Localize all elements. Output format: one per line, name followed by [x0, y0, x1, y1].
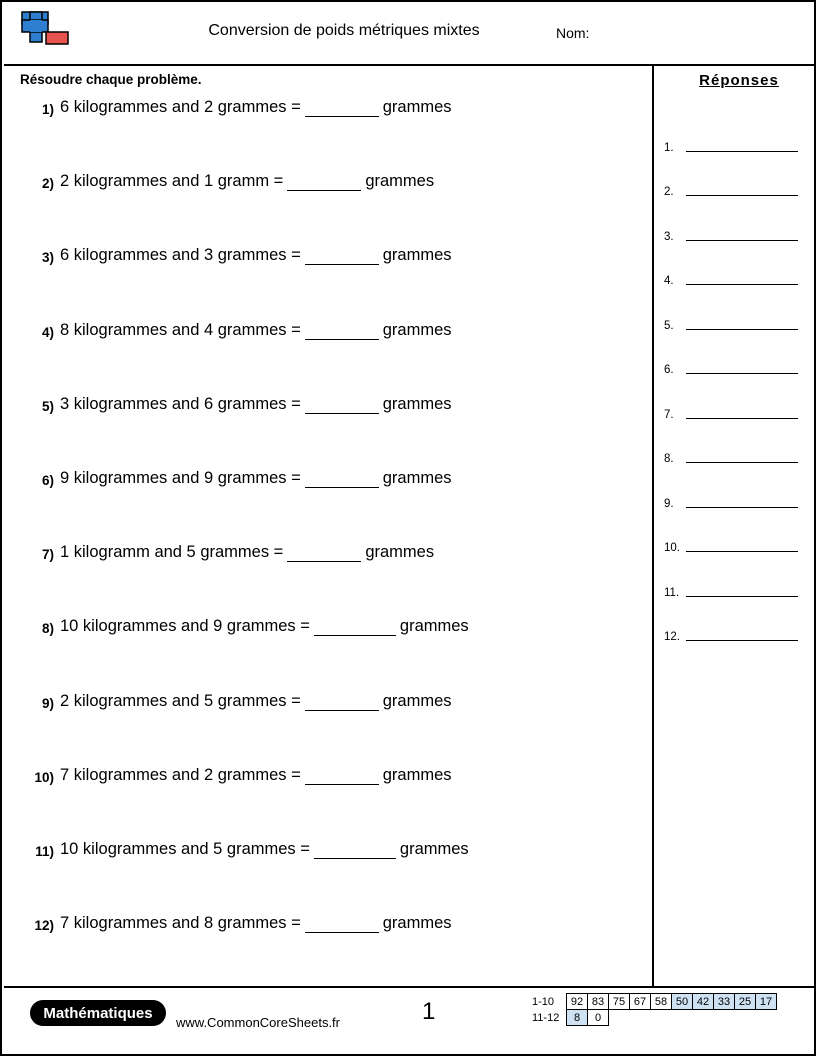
answer-write-line[interactable] — [686, 372, 798, 374]
answer-number: 8. — [664, 453, 674, 465]
score-row-1 — [532, 994, 777, 1010]
problem-text-before: 9 kilogrammes and 9 grammes = — [60, 468, 301, 487]
problem-item — [20, 98, 640, 172]
score-table — [532, 993, 777, 1026]
problem-text — [60, 395, 452, 414]
answer-blank[interactable] — [287, 546, 361, 562]
problem-text — [60, 692, 452, 711]
answers-title: Réponses — [699, 72, 779, 89]
problem-text-after: grammes — [399, 617, 469, 636]
answer-write-line[interactable] — [686, 239, 798, 241]
answers-list — [664, 111, 814, 645]
problem-text — [60, 766, 452, 785]
problem-text-before: 3 kilogrammes and 6 grammes = — [60, 394, 301, 413]
answer-write-line[interactable] — [686, 150, 798, 152]
footer-divider — [4, 986, 814, 988]
answer-number: 6. — [664, 364, 674, 376]
score-row-2-label: 11-12 — [532, 1011, 560, 1024]
problem-text-after: grammes — [365, 543, 435, 562]
problem-number: 5) — [41, 398, 54, 414]
problem-text — [60, 543, 434, 562]
answer-blank[interactable] — [314, 620, 396, 636]
worksheet-header — [4, 4, 814, 66]
answer-row — [664, 467, 814, 512]
problem-text — [60, 617, 469, 636]
answer-row — [664, 378, 814, 423]
problem-text-after: grammes — [365, 172, 435, 191]
answer-blank[interactable] — [305, 472, 379, 488]
problem-text — [60, 321, 452, 340]
problem-text — [60, 840, 469, 859]
problem-text — [60, 246, 452, 265]
problem-text-before: 1 kilogramm and 5 grammes = — [60, 543, 284, 562]
score-cell: 33 — [714, 994, 735, 1010]
answers-column — [664, 68, 814, 645]
answer-row — [664, 156, 814, 201]
problem-item — [20, 469, 640, 543]
answer-row — [664, 512, 814, 557]
problem-number: 3) — [41, 250, 54, 266]
score-cell: 17 — [756, 994, 777, 1010]
problem-number: 12) — [34, 918, 54, 934]
score-cell: 0 — [588, 1010, 609, 1026]
problem-number: 9) — [41, 695, 54, 711]
answer-number: 4. — [664, 275, 674, 287]
answer-blank[interactable] — [305, 249, 379, 265]
problem-item — [20, 172, 640, 246]
problem-text — [60, 469, 452, 488]
problem-text-after: grammes — [399, 839, 469, 858]
answer-write-line[interactable] — [686, 417, 798, 419]
problem-number: 6) — [41, 472, 54, 488]
answer-blank[interactable] — [305, 695, 379, 711]
problem-item — [20, 543, 640, 617]
problem-text-before: 10 kilogrammes and 9 grammes = — [60, 617, 310, 636]
problem-item — [20, 840, 640, 914]
problem-text — [60, 914, 452, 933]
score-cell: 42 — [693, 994, 714, 1010]
problem-number: 4) — [41, 324, 54, 340]
score-cell: 67 — [630, 994, 651, 1010]
problem-text — [60, 172, 434, 191]
answer-row — [664, 245, 814, 290]
problem-number: 10) — [34, 769, 54, 785]
answer-write-line[interactable] — [686, 461, 798, 463]
site-url: www.CommonCoreSheets.fr — [176, 1015, 340, 1030]
answer-number: 2. — [664, 186, 674, 198]
problem-number: 1) — [41, 102, 54, 117]
column-divider — [652, 66, 654, 986]
page-number: 1 — [422, 998, 436, 1025]
answer-write-line[interactable] — [686, 328, 798, 330]
name-label: Nom: — [556, 25, 590, 41]
answer-blank[interactable] — [305, 917, 379, 933]
answer-write-line[interactable] — [686, 550, 798, 552]
problem-text-before: 7 kilogrammes and 8 grammes = — [60, 914, 301, 933]
problem-text-before: 6 kilogrammes and 2 grammes = — [60, 98, 301, 116]
problem-text-before: 2 kilogrammes and 1 gramm = — [60, 172, 284, 191]
problem-number: 8) — [41, 621, 54, 637]
answer-row — [664, 200, 814, 245]
problem-text-after: grammes — [382, 246, 452, 265]
problem-text-after: grammes — [382, 394, 452, 413]
problem-number: 11) — [35, 843, 54, 859]
score-cell: 58 — [651, 994, 672, 1010]
problem-item — [20, 914, 640, 988]
plus-blocks-logo-icon — [20, 10, 86, 58]
answer-number: 11. — [664, 586, 680, 599]
problem-text-after: grammes — [382, 914, 452, 933]
problem-item — [20, 321, 640, 395]
answer-number: 5. — [664, 319, 674, 332]
problem-number: 2) — [41, 176, 54, 192]
page-title: Conversion de poids métriques mixtes — [208, 22, 480, 39]
problem-text-before: 7 kilogrammes and 2 grammes = — [60, 765, 301, 784]
answer-number: 9. — [664, 497, 674, 510]
problem-text-after: grammes — [382, 98, 452, 116]
problem-item — [20, 395, 640, 469]
answer-write-line[interactable] — [686, 506, 798, 508]
answer-write-line[interactable] — [686, 595, 798, 597]
answer-number: 1. — [664, 141, 674, 154]
problem-text — [60, 98, 452, 117]
answer-number: 10. — [664, 542, 680, 554]
score-cell: 8 — [567, 1010, 588, 1026]
answer-blank[interactable] — [287, 175, 361, 191]
problem-number: 7) — [41, 547, 54, 563]
answer-number: 3. — [664, 230, 674, 243]
brand-badge: Mathématiques — [30, 1000, 166, 1026]
answer-number: 12. — [664, 631, 680, 643]
answer-blank[interactable] — [314, 843, 396, 859]
answer-number: 7. — [664, 408, 674, 421]
answer-blank[interactable] — [305, 769, 379, 785]
answer-row — [664, 556, 814, 601]
problem-item — [20, 766, 640, 840]
problem-text-before: 10 kilogrammes and 5 grammes = — [60, 839, 310, 858]
answer-row — [664, 334, 814, 379]
answer-row — [664, 289, 814, 334]
answer-row — [664, 111, 814, 156]
score-row-1-label: 1-10 — [532, 995, 555, 1008]
problem-text-before: 6 kilogrammes and 3 grammes = — [60, 246, 301, 265]
answer-blank[interactable] — [305, 101, 379, 117]
answer-write-line[interactable] — [686, 194, 798, 196]
problem-text-after: grammes — [382, 468, 452, 487]
problem-item — [20, 617, 640, 691]
answer-write-line[interactable] — [686, 283, 798, 285]
problem-text-after: grammes — [382, 765, 452, 784]
problem-text-before: 2 kilogrammes and 5 grammes = — [60, 691, 301, 710]
problem-text-after: grammes — [382, 320, 452, 339]
score-cell: 50 — [672, 994, 693, 1010]
score-cell: 92 — [567, 994, 588, 1010]
problem-list — [20, 98, 640, 988]
answer-blank[interactable] — [305, 324, 379, 340]
problem-text-after: grammes — [382, 691, 452, 710]
problem-item — [20, 246, 640, 320]
answer-row — [664, 601, 814, 646]
problem-text-before: 8 kilogrammes and 4 grammes = — [60, 320, 301, 339]
instruction-text: Résoudre chaque problème. — [20, 72, 202, 87]
score-row-2 — [532, 1010, 777, 1026]
score-cell: 25 — [735, 994, 756, 1010]
answer-row — [664, 423, 814, 468]
answer-write-line[interactable] — [686, 639, 798, 641]
score-cell: 83 — [588, 994, 609, 1010]
score-cell: 75 — [609, 994, 630, 1010]
answer-blank[interactable] — [305, 398, 379, 414]
problem-item — [20, 692, 640, 766]
